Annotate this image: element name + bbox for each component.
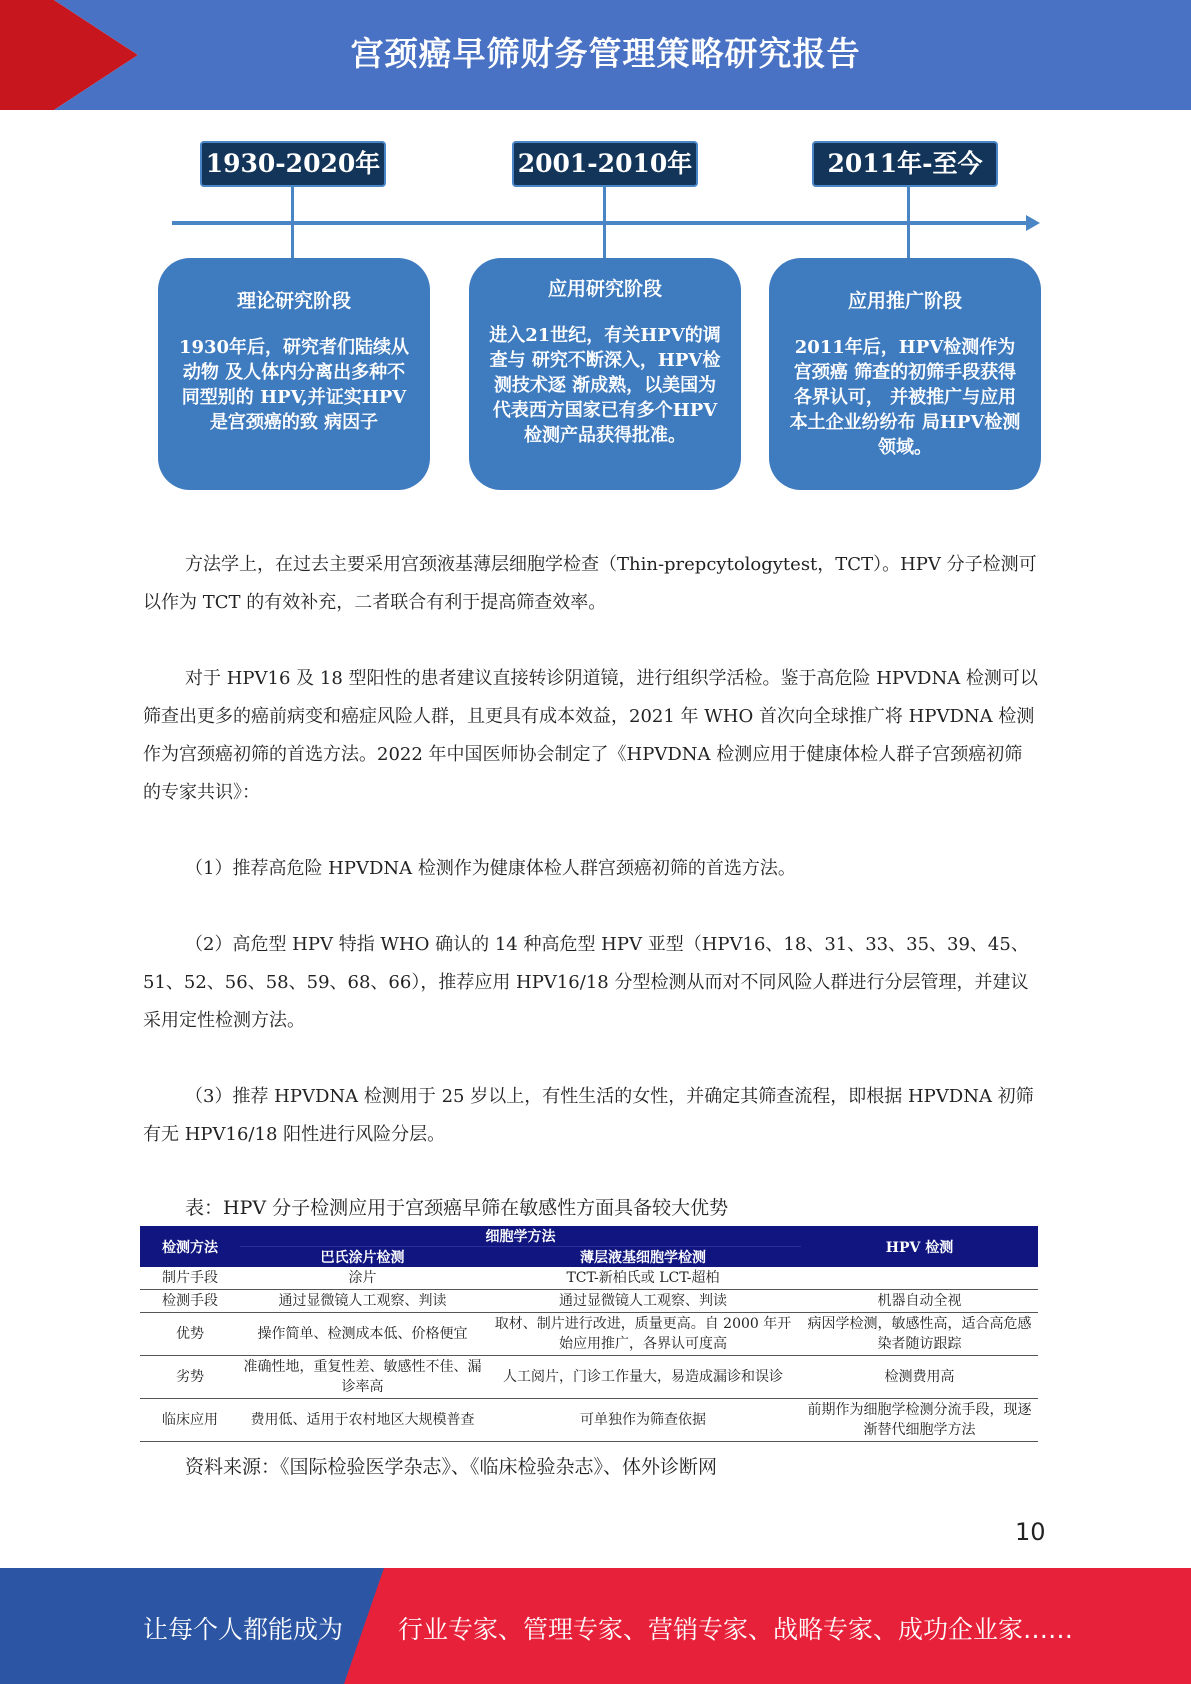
table-source: 资料来源：《国际检验医学杂志》、《临床检验杂志》、体外诊断网 — [185, 1456, 718, 1478]
timeline-date-1: 1930-2020年 — [200, 141, 386, 187]
timeline-stage-card — [158, 258, 430, 490]
timeline-connector — [291, 187, 294, 258]
paragraph-methodology: 方法学上，在过去主要采用宫颈液基薄层细胞学检查（Thin-prepcytologytest，TCT）。HPV 分子检测可以作为 TCT 的有效补充，二者联合有利于提高筛查效率。 — [143, 554, 1037, 613]
cell-pap: 操作简单、检测成本低、价格便宜 — [240, 1313, 485, 1356]
paragraph-recommendation-1: （1）推荐高危险 HPVDNA 检测作为健康体检人群宫颈癌初筛的首选方法。 — [185, 858, 796, 879]
arrow-right-icon — [1026, 215, 1040, 231]
cell-tct: 人工阅片，门诊工作量大，易造成漏诊和误诊 — [485, 1356, 801, 1399]
row-label: 检测手段 — [140, 1290, 240, 1313]
cell-tct: 取材、制片进行改进，质量更高。自 2000 年开始应用推广，各界认可度高 — [485, 1313, 801, 1356]
cell-tct: TCT-新柏氏或 LCT-超柏 — [485, 1267, 801, 1290]
cell-hpv: 病因学检测，敏感性高，适合高危感染者随访跟踪 — [801, 1313, 1038, 1356]
paragraph-hpv-guidance: 对于 HPV16 及 18 型阳性的患者建议直接转诊阴道镜，进行组织学活检。鉴于高危险 HPVDNA 检测可以筛查出更多的癌前病变和癌症风险人群，且更具有成本效益，2021 年 WHO 首次向全球推广将 HPVDNA 检测作为宫颈癌初筛的首选方法。2022 年中国医师协会制定了《HPVDNA 检测应用于健康体检人群子宫颈癌初筛的专家共识》： — [143, 668, 1038, 803]
page-footer — [0, 1568, 1191, 1684]
paragraph-recommendation-3: （3）推荐 HPVDNA 检测用于 25 岁以上，有性生活的女性，并确定其筛查流程，即根据 HPVDNA 初筛有无 HPV16/18 阳性进行风险分层。 — [143, 1086, 1034, 1145]
table-row — [140, 1356, 1038, 1399]
table-row — [140, 1399, 1038, 1442]
cell-pap: 涂片 — [240, 1267, 485, 1290]
cell-hpv: 前期作为细胞学检测分流手段，现逐渐替代细胞学方法 — [801, 1399, 1038, 1442]
header-pap: 巴氏涂片检测 — [240, 1247, 485, 1268]
table-row — [140, 1267, 1038, 1290]
cell-tct: 可单独作为筛查依据 — [485, 1399, 801, 1442]
row-label: 临床应用 — [140, 1399, 240, 1442]
footer-slogan-right: 行业专家、管理专家、营销专家、战略专家、成功企业家…… — [398, 1615, 1074, 1644]
timeline-date-2: 2001-2010年 — [512, 141, 698, 187]
stage-title: 理论研究阶段 — [236, 290, 351, 312]
cell-hpv — [801, 1267, 1038, 1290]
report-title: 宫颈癌早筛财务管理策略研究报告 — [350, 34, 861, 73]
stage-title: 应用研究阶段 — [547, 278, 662, 300]
header-hpv: HPV 检测 — [801, 1226, 1038, 1267]
timeline-stage-card — [469, 258, 741, 490]
row-label: 优势 — [140, 1313, 240, 1356]
cell-hpv: 机器自动全视 — [801, 1290, 1038, 1313]
table-row — [140, 1290, 1038, 1313]
timeline-stage-card — [769, 258, 1041, 490]
timeline-connector — [603, 187, 606, 258]
stage-title: 应用推广阶段 — [847, 290, 962, 312]
header-tct: 薄层液基细胞学检测 — [485, 1247, 801, 1268]
cell-pap: 费用低、适用于农村地区大规模普查 — [240, 1399, 485, 1442]
header-method: 检测方法 — [140, 1226, 240, 1267]
row-label: 制片手段 — [140, 1267, 240, 1290]
cell-tct: 通过显微镜人工观察、判读 — [485, 1290, 801, 1313]
stage-description: 1930年后，研究者们陆续从动物 及人体内分离出多种不同型别的 HPV,并证实HPV是宫颈癌的致 病因子 — [178, 337, 410, 433]
page-number: 10 — [1015, 1518, 1046, 1546]
table-row — [140, 1313, 1038, 1356]
page-header — [0, 0, 1191, 110]
stage-description: 进入21世纪，有关HPV的调查与 研究不断深入，HPV检测技术逐 渐成熟，以美国为代表西方国家已有多个HPV检测产品获得批准。 — [489, 325, 721, 446]
timeline-axis — [172, 221, 1030, 225]
row-label: 劣势 — [140, 1356, 240, 1399]
comparison-table — [140, 1226, 1038, 1442]
footer-slogan-left: 让每个人都能成为 — [143, 1615, 344, 1644]
timeline-connector — [907, 187, 910, 258]
cell-pap: 准确性地，重复性差、敏感性不佳、漏诊率高 — [240, 1356, 485, 1399]
table-caption: 表：HPV 分子检测应用于宫颈癌早筛在敏感性方面具备较大优势 — [185, 1197, 729, 1219]
stage-description: 2011年后，HPV检测作为宫颈癌 筛查的初筛手段获得各界认可， 并被推广与应用本土企业纷纷布 局HPV检测领域。 — [789, 337, 1021, 458]
timeline-date-3: 2011年-至今 — [812, 141, 998, 187]
header-cytology: 细胞学方法 — [240, 1226, 801, 1247]
paragraph-recommendation-2: （2）高危型 HPV 特指 WHO 确认的 14 种高危型 HPV 亚型（HPV16、18、31、33、35、39、45、51、52、56、58、59、68、66），推荐应用 HPV16/18 分型检测从而对不同风险人群进行分层管理，并建议采用定性检测方法。 — [143, 934, 1029, 1031]
cell-hpv: 检测费用高 — [801, 1356, 1038, 1399]
cell-pap: 通过显微镜人工观察、判读 — [240, 1290, 485, 1313]
